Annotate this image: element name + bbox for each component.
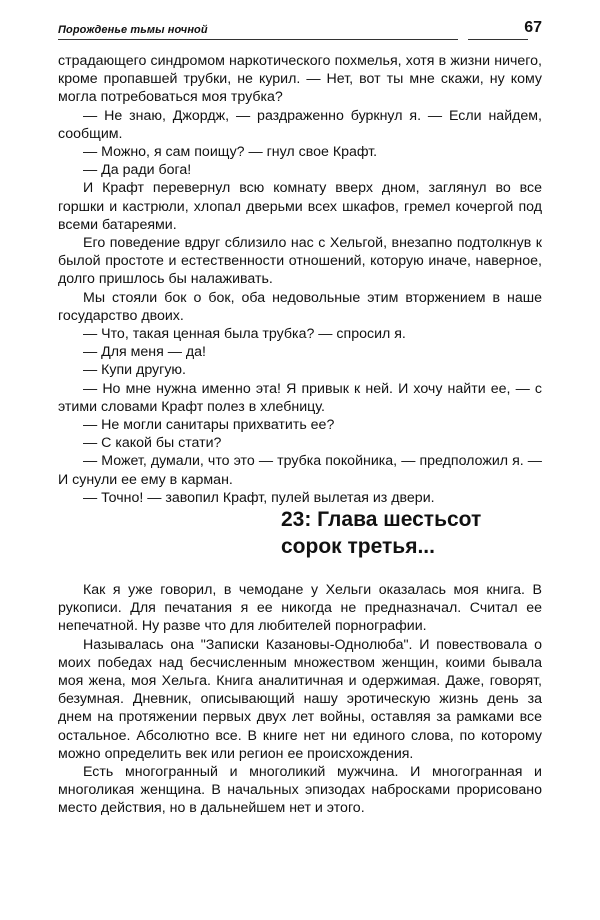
paragraph: страдающего синдромом наркотического похмелья, хотя в жизни ничего, кроме пропавшей трубки, не курил. — Нет, вот ты мне скажи, ну кому могла потребоваться моя трубка? bbox=[58, 53, 542, 106]
header-rule bbox=[58, 39, 458, 40]
header-rule-short bbox=[468, 39, 528, 40]
chapter-heading bbox=[281, 506, 551, 560]
paragraph: — Точно! — завопил Крафт, пулей вылетая из двери. bbox=[83, 489, 435, 506]
chapter-heading-line-1: 23: Глава шестьсот bbox=[281, 508, 482, 531]
paragraph: — Не могли санитары прихватить ее? bbox=[83, 417, 335, 434]
paragraph: Мы стояли бок о бок, оба недовольные этим вторжением в наше государство двоих. bbox=[58, 289, 542, 324]
paragraph: — Для меня — да! bbox=[83, 344, 206, 361]
paragraph: Его поведение вдруг сблизило нас с Хельгой, внезапно подтолкнув к былой простоте и естественности отношений, которую иначе, наверное, долго пришлось бы налаживать. bbox=[58, 235, 542, 288]
paragraph: — С какой бы стати? bbox=[83, 435, 222, 452]
paragraph: — Не знаю, Джордж, — раздраженно буркнул я. — Если найдем, сообщим. bbox=[58, 107, 542, 142]
paragraph: И Крафт перевернул всю комнату вверх дном, заглянул во все горшки и кастрюли, хлопал дверьми всех шкафов, гремел кочергой под всеми батареями. bbox=[58, 180, 542, 233]
chapter-heading-line-2: сорок третья... bbox=[281, 535, 435, 558]
paragraph: — Да ради бога! bbox=[83, 162, 192, 179]
page-number: 67 bbox=[524, 19, 542, 36]
paragraph: — Что, такая ценная была трубка? — спросил я. bbox=[83, 326, 406, 343]
paragraph: — Но мне нужна именно эта! Я привык к ней. И хочу найти ее, — с этими словами Крафт полез в хлебницу. bbox=[58, 380, 542, 415]
paragraph: — Можно, я сам поищу? — гнул свое Крафт. bbox=[83, 144, 378, 161]
body-text bbox=[58, 52, 542, 507]
paragraph: — Может, думали, что это — трубка покойника, — предположил я. — И сунули ее ему в карман. bbox=[58, 453, 542, 488]
paragraph: Есть многогранный и многоликий мужчина. И многогранная и многоликая женщина. В начальных эпизодах набросками прорисовано место действия, но в дальнейшем нет и этого. bbox=[58, 764, 542, 817]
running-head bbox=[58, 19, 542, 40]
chapter-body bbox=[58, 581, 542, 818]
paragraph: Как я уже говорил, в чемодане у Хельги оказалась моя книга. В рукописи. Для печатания я ее никогда не предназначал. Считал ее непечатной. Ну разве что для любителей порнографии. bbox=[58, 582, 542, 635]
paragraph: Называлась она "Записки Казановы-Однолюба". И повествовала о моих победах над бесчисленным множеством женщин, коими бывала моя жена, моя Хельга. Книга аналитичная и одержимая. Даже, говорят, безумная. Дневник, описывающий нашу эротическую жизнь день за днем на протяжении первых двух лет войны, оставляя за рамками все остальное. Абсолютно все. В книге нет ни единого слова, по которому можно определить век или регион ее происхождения. bbox=[58, 636, 542, 762]
running-head-title: Порожденье тьмы ночной bbox=[58, 24, 208, 36]
paragraph: — Купи другую. bbox=[83, 362, 186, 379]
